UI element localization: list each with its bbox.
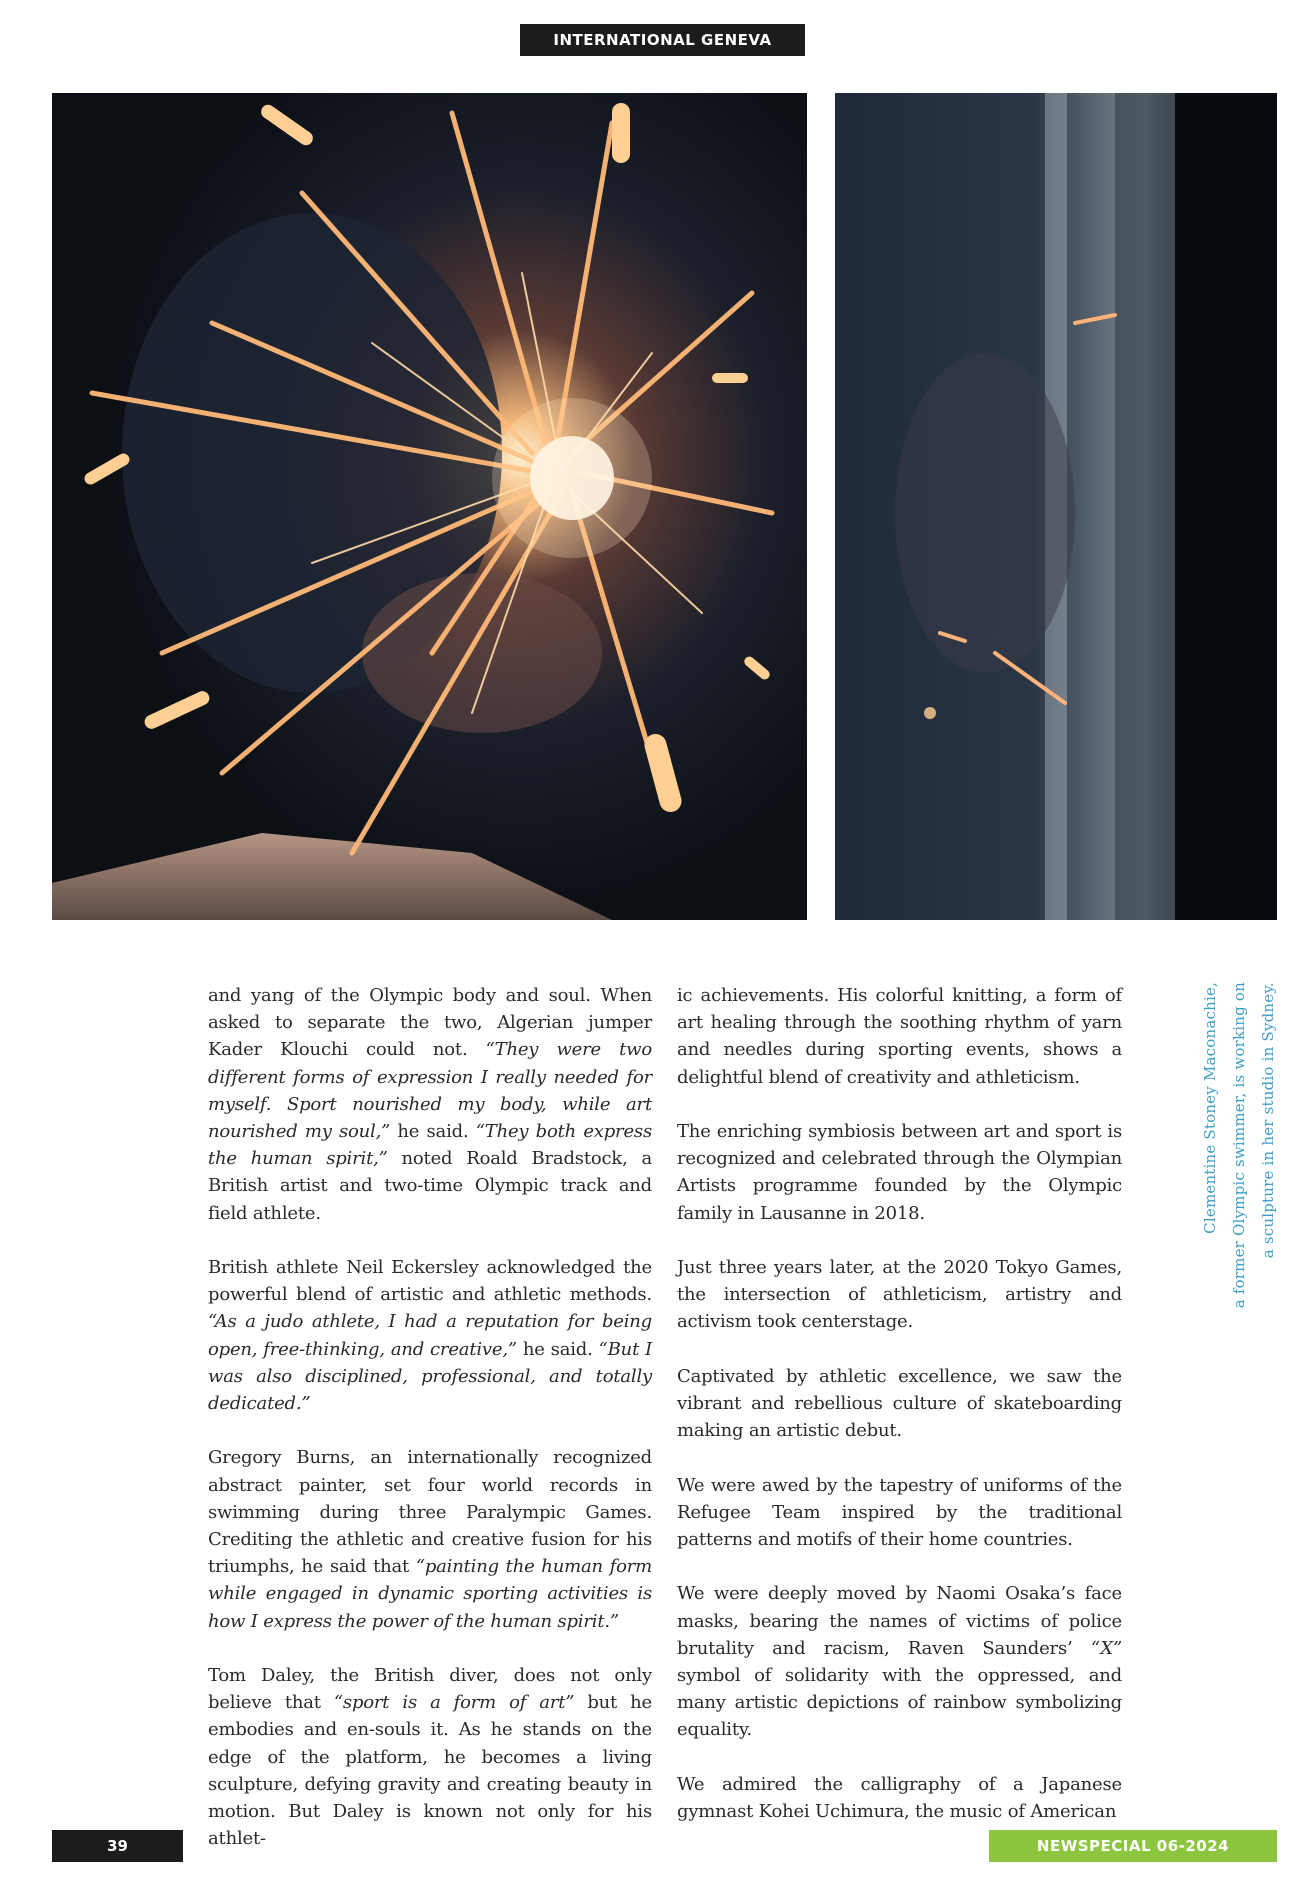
photo-caption: [1196, 982, 1286, 1332]
sparks-photo: [52, 93, 807, 920]
paragraph: Gregory Burns, an internationally recognized abstract painter, set four world records in swimming during three Paralympic Games. Crediting the athletic and creative fusion for his triumphs, he said that “painting the human form while engaged in dynamic sporting activities is how I express the power of the human spirit.”: [208, 1447, 652, 1632]
caption-line: a sculpture in her studio in Sydney.: [1259, 982, 1277, 1259]
issue-label: NEWSPECIAL 06-2024: [989, 1830, 1277, 1862]
caption-line: Clementine Stoney Maconachie,: [1201, 982, 1219, 1234]
paragraph: Just three years later, at the 2020 Tokyo Games, the intersection of athleticism, artistry and activism took centerstage.: [677, 1257, 1122, 1333]
sparks-grinding-icon: [52, 93, 807, 920]
paragraph: Tom Daley, the British diver, does not only believe that “sport is a form of art” but he embodies and en-souls it. As he stands on the edge of the platform, he becomes a living sculpture, defying gravity and creating beauty in motion. But Daley is known not only for his athlet-: [208, 1665, 653, 1850]
article-column-right: [677, 982, 1122, 1822]
paragraph: We were awed by the tapestry of uniforms of the Refugee Team inspired by the traditional patterns and motifs of their home countries.: [677, 1474, 1122, 1550]
paragraph: We admired the calligraphy of a Japanese gymnast Kohei Uchimura, the music of American: [677, 1773, 1122, 1822]
studio-glass-icon: [835, 93, 1277, 920]
paragraph: and yang of the Olympic body and soul. When asked to separate the two, Algerian jumper Kader Klouchi could not. “They were two different forms of expression I really needed for myself. Sport nourished my body, while art nourished my soul,” he said. “They both express the human spirit,” noted Roald Bradstock, a British artist and two-time Olympic track and field athlete.: [208, 985, 652, 1224]
studio-photo: [835, 93, 1277, 920]
paragraph: The enriching symbiosis between art and sport is recognized and celebrated through the Olympian Artists programme founded by the Olympic family in Lausanne in 2018.: [677, 1121, 1122, 1224]
caption-line: a former Olympic swimmer, is working on: [1230, 982, 1248, 1309]
page-number: 39: [52, 1830, 183, 1862]
paragraph: British athlete Neil Eckersley acknowledged the powerful blend of artistic and athletic methods. “As a judo athlete, I had a reputation for being open, free-thinking, and creative,” he said. “But I was also disciplined, professional, and totally dedicated.”: [208, 1257, 652, 1415]
section-tag: INTERNATIONAL GENEVA: [520, 24, 805, 56]
paragraph: We were deeply moved by Naomi Osaka’s face masks, bearing the names of victims of police brutality and racism, Raven Saunders’ “X” symbol of solidarity with the oppressed, and many artistic depictions of rainbow symbolizing equality.: [677, 1583, 1122, 1741]
paragraph: ic achievements. His colorful knitting, a form of art healing through the soothing rhythm of yarn and needles during sporting events, shows a delightful blend of creativity and athleticism.: [677, 985, 1122, 1088]
article-column-left: [208, 982, 653, 1850]
paragraph: Captivated by athletic excellence, we saw the vibrant and rebellious culture of skateboarding making an artistic debut.: [677, 1365, 1122, 1442]
